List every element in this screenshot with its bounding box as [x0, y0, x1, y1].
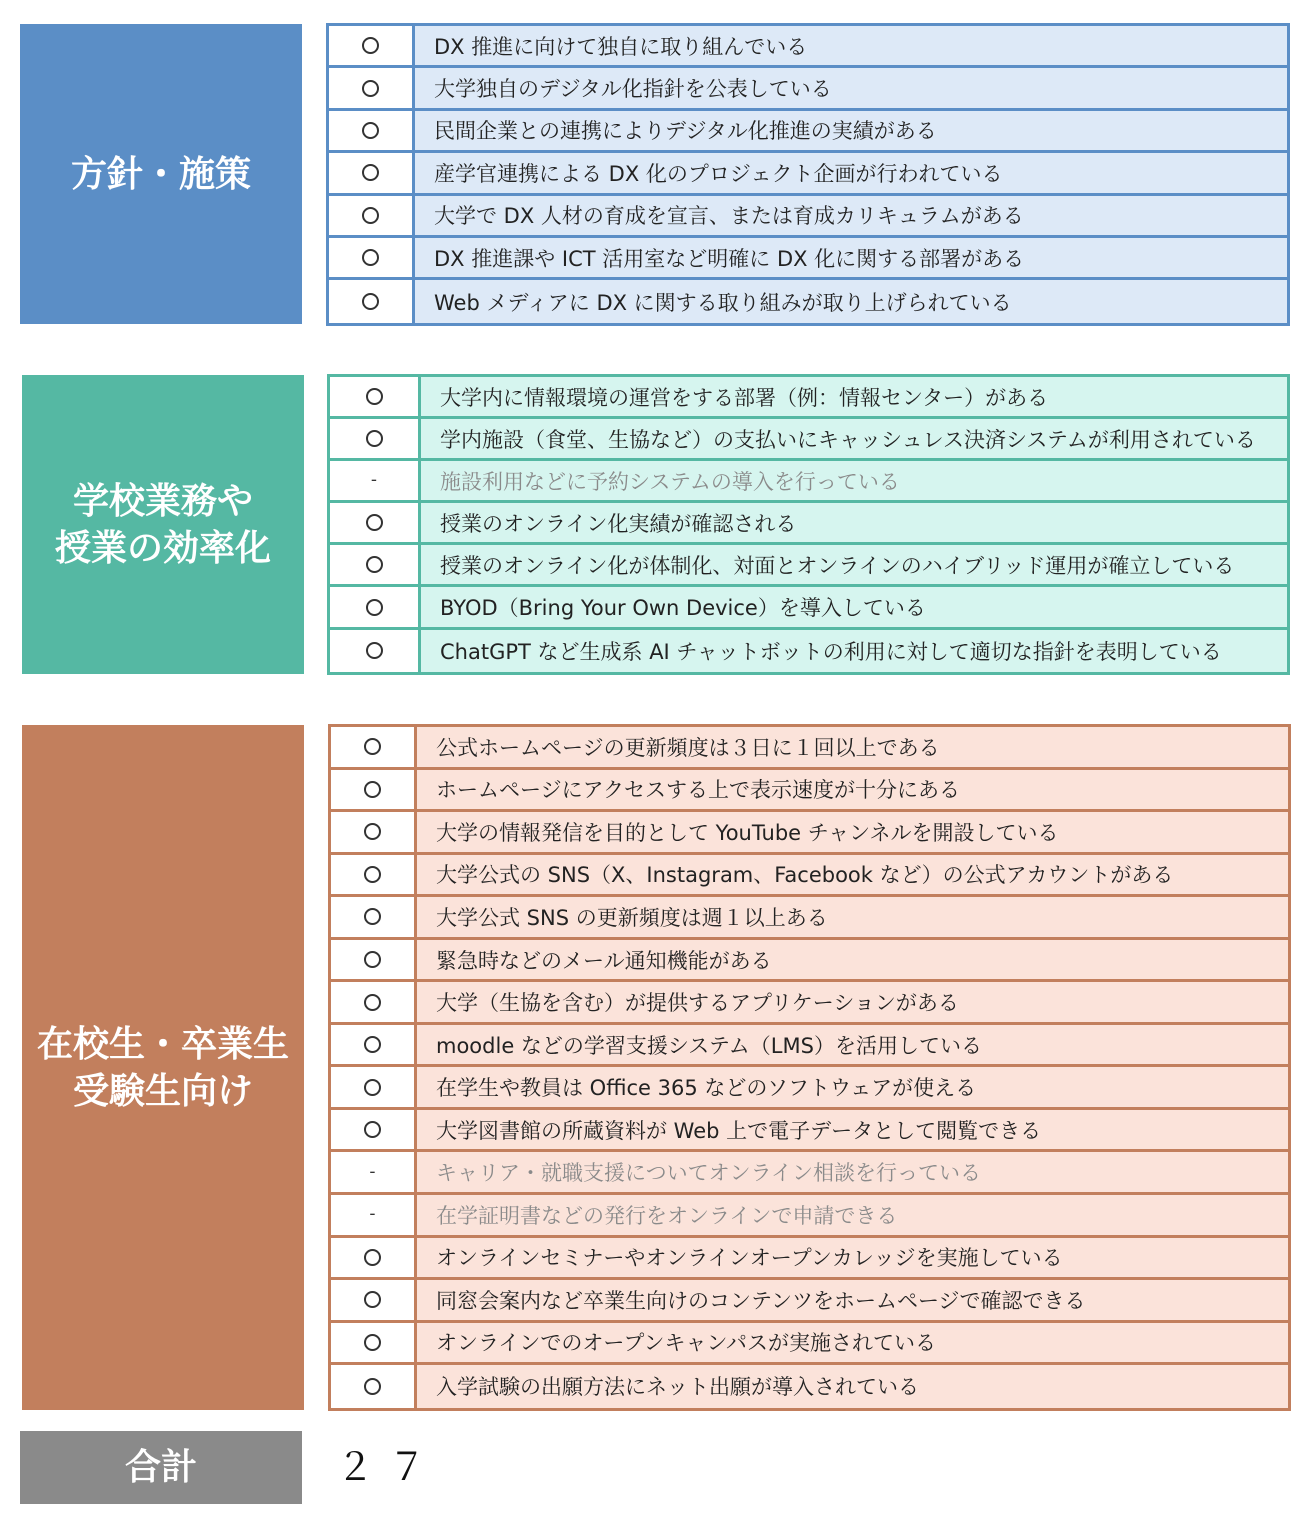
checklist-item-text: 公式ホームページの更新頻度は３日に１回以上である — [436, 735, 940, 760]
status-mark — [331, 982, 417, 1022]
checklist-item-text: BYOD（Bring Your Own Device）を導入している — [440, 596, 926, 621]
checklist-item-text: moodle などの学習支援システム（LMS）を活用している — [436, 1033, 982, 1058]
checklist-row — [329, 280, 1287, 322]
status-mark — [330, 461, 421, 500]
status-mark — [329, 68, 415, 107]
checklist-item-text: オンラインでのオープンキャンパスが実施されている — [436, 1331, 937, 1356]
checklist-row — [330, 630, 1287, 672]
status-mark — [330, 503, 421, 542]
checklist-row — [329, 68, 1287, 110]
circle-mark-icon — [364, 1036, 381, 1053]
category-label-efficiency: 学校業務や 授業の効率化 — [22, 375, 304, 674]
status-mark — [330, 377, 421, 416]
checklist-item-text: 大学で DX 人材の育成を宣言、または育成カリキュラムがある — [434, 204, 1024, 229]
status-mark — [331, 855, 417, 895]
circle-mark-icon — [364, 1249, 381, 1266]
status-mark — [331, 1323, 417, 1363]
status-mark — [330, 630, 421, 672]
checklist-item-text: 大学内に情報環境の運営をする部署（例：情報センター）がある — [440, 385, 1049, 410]
circle-mark-icon — [362, 249, 379, 266]
circle-mark-icon — [366, 430, 383, 447]
dash-mark: - — [370, 470, 378, 491]
checklist-item-text: 産学官連携による DX 化のプロジェクト企画が行われている — [434, 161, 1003, 186]
checklist-row — [331, 1323, 1288, 1366]
circle-mark-icon — [366, 642, 383, 659]
status-mark — [331, 727, 417, 767]
checklist-row — [330, 377, 1287, 419]
checklist-row — [330, 587, 1287, 629]
checklist-row — [331, 940, 1288, 983]
status-mark — [331, 1110, 417, 1150]
circle-mark-icon — [364, 866, 381, 883]
circle-mark-icon — [366, 514, 383, 531]
checklist-row — [331, 727, 1288, 770]
checklist-row — [331, 1365, 1288, 1408]
checklist-table-students — [328, 724, 1291, 1411]
circle-mark-icon — [364, 1334, 381, 1351]
dash-mark: - — [369, 1161, 376, 1182]
checklist-item-text: 授業のオンライン化が体制化、対面とオンラインのハイブリッド運用が確立している — [440, 553, 1235, 578]
status-mark — [329, 280, 415, 322]
checklist-item-text: 入学試験の出願方法にネット出願が導入されている — [436, 1375, 919, 1400]
status-mark — [331, 1195, 417, 1235]
circle-mark-icon — [364, 1079, 381, 1096]
status-mark — [331, 1280, 417, 1320]
checklist-row — [330, 545, 1287, 587]
checklist-item-text: DX 推進に向けて独自に取り組んでいる — [434, 34, 808, 59]
checklist-row — [331, 1195, 1288, 1238]
checklist-item-text: 在学生や教員は Office 365 などのソフトウェアが使える — [436, 1076, 977, 1101]
checklist-row — [329, 111, 1287, 153]
total-value: ２７ — [336, 1445, 441, 1489]
checklist-item-text: 学内施設（食堂、生協など）の支払いにキャッシュレス決済システムが利用されている — [440, 427, 1256, 452]
status-mark — [331, 812, 417, 852]
checklist-row — [331, 1152, 1288, 1195]
status-mark — [331, 1238, 417, 1278]
checklist-row — [329, 26, 1287, 68]
circle-mark-icon — [364, 994, 381, 1011]
total-label: 合計 — [20, 1431, 302, 1504]
dash-mark: - — [369, 1204, 376, 1225]
circle-mark-icon — [364, 738, 381, 755]
checklist-row — [329, 238, 1287, 280]
circle-mark-icon — [366, 556, 383, 573]
circle-mark-icon — [364, 1121, 381, 1138]
checklist-item-text: 授業のオンライン化実績が確認される — [440, 511, 797, 536]
checklist-row — [331, 855, 1288, 898]
checklist-item-text: 民間企業との連携によりデジタル化推進の実績がある — [434, 119, 937, 144]
checklist-item-text: 大学独自のデジタル化指針を公表している — [434, 77, 832, 102]
status-mark — [330, 587, 421, 626]
category-label-policy: 方針・施策 — [20, 24, 302, 324]
checklist-table-efficiency — [327, 374, 1290, 675]
circle-mark-icon — [362, 80, 379, 97]
checklist-item-text: 大学図書館の所蔵資料が Web 上で電子データとして閲覧できる — [436, 1118, 1042, 1143]
checklist-item-text: オンラインセミナーやオンラインオープンカレッジを実施している — [436, 1246, 1063, 1271]
checklist-row — [330, 419, 1287, 461]
status-mark — [329, 238, 415, 277]
checklist-row — [331, 770, 1288, 813]
checklist-row — [331, 897, 1288, 940]
checklist-item-text: ChatGPT など生成系 AI チャットボットの利用に対して適切な指針を表明している — [440, 639, 1222, 664]
circle-mark-icon — [362, 122, 379, 139]
circle-mark-icon — [364, 781, 381, 798]
status-mark — [330, 419, 421, 458]
circle-mark-icon — [362, 37, 379, 54]
status-mark — [331, 1025, 417, 1065]
checklist-item-text: 同窓会案内など卒業生向けのコンテンツをホームページで確認できる — [436, 1288, 1086, 1313]
checklist-item-text: キャリア・就職支援についてオンライン相談を行っている — [436, 1161, 981, 1186]
checklist-item-text: 在学証明書などの発行をオンラインで申請できる — [436, 1203, 898, 1228]
checklist-item-text: ホームページにアクセスする上で表示速度が十分にある — [436, 778, 960, 803]
circle-mark-icon — [364, 1291, 381, 1308]
status-mark — [331, 897, 417, 937]
circle-mark-icon — [366, 388, 383, 405]
checklist-item-text: 大学公式の SNS（X、Instagram、Facebook など）の公式アカウントがある — [436, 863, 1174, 888]
status-mark — [331, 940, 417, 980]
category-label-students: 在校生・卒業生 受験生向け — [22, 725, 304, 1410]
checklist-item-text: 緊急時などのメール通知機能がある — [436, 948, 772, 973]
status-mark — [331, 1365, 417, 1408]
checklist-item-text: 大学（生協を含む）が提供するアプリケーションがある — [436, 991, 959, 1016]
status-mark — [329, 111, 415, 150]
circle-mark-icon — [364, 1378, 381, 1395]
circle-mark-icon — [364, 823, 381, 840]
checklist-item-text: 施設利用などに予約システムの導入を行っている — [440, 469, 900, 494]
circle-mark-icon — [364, 908, 381, 925]
checklist-row — [331, 1067, 1288, 1110]
checklist-item-text: DX 推進課や ICT 活用室など明確に DX 化に関する部署がある — [434, 246, 1025, 271]
checklist-row — [329, 196, 1287, 238]
status-mark — [331, 1152, 417, 1192]
circle-mark-icon — [362, 207, 379, 224]
circle-mark-icon — [362, 164, 379, 181]
checklist-row — [330, 461, 1287, 503]
circle-mark-icon — [364, 951, 381, 968]
checklist-row — [331, 812, 1288, 855]
status-mark — [329, 196, 415, 235]
checklist-row — [331, 1238, 1288, 1281]
circle-mark-icon — [366, 599, 383, 616]
status-mark — [331, 770, 417, 810]
status-mark — [329, 26, 415, 65]
circle-mark-icon — [362, 293, 379, 310]
checklist-row — [329, 153, 1287, 195]
checklist-table-policy — [326, 23, 1290, 326]
status-mark — [331, 1067, 417, 1107]
checklist-row — [331, 1110, 1288, 1153]
status-mark — [330, 545, 421, 584]
checklist-item-text: 大学の情報発信を目的として YouTube チャンネルを開設している — [436, 820, 1059, 845]
checklist-row — [331, 982, 1288, 1025]
checklist-row — [331, 1025, 1288, 1068]
checklist-item-text: 大学公式 SNS の更新頻度は週１以上ある — [436, 905, 828, 930]
status-mark — [329, 153, 415, 192]
checklist-row — [330, 503, 1287, 545]
checklist-row — [331, 1280, 1288, 1323]
checklist-item-text: Web メディアに DX に関する取り組みが取り上げられている — [434, 290, 1012, 315]
